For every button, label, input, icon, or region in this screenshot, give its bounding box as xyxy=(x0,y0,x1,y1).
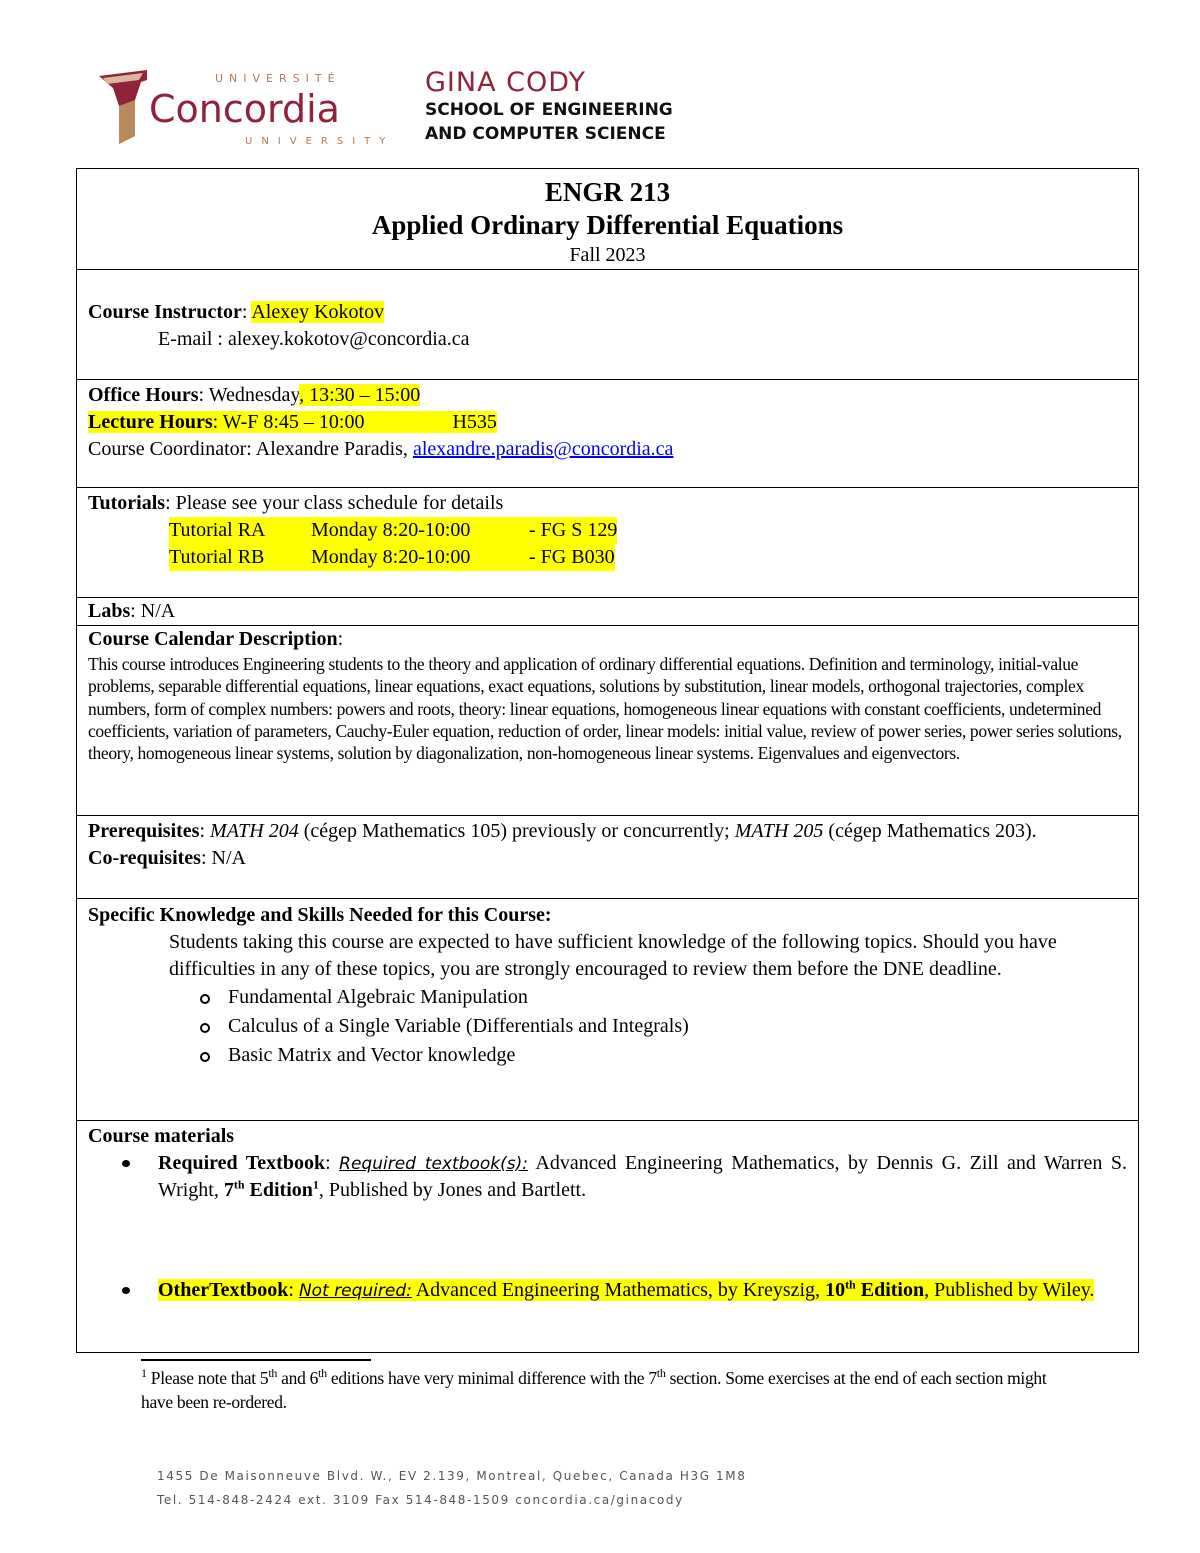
course-title: Applied Ordinary Differential Equations xyxy=(371,210,844,240)
tutorial-row xyxy=(88,544,1127,571)
prerequisites-section xyxy=(77,815,1138,898)
materials-section xyxy=(77,1120,1138,1352)
prereq-text-2: (cégep Mathematics 203). xyxy=(823,820,1037,842)
bullet-icon xyxy=(122,1287,130,1294)
footnote-ref: 1 xyxy=(312,1177,319,1192)
instructor-name: Alexey Kokotov xyxy=(251,301,385,323)
instructor-label: Course Instructor xyxy=(88,301,242,323)
tutorial-row xyxy=(88,517,1127,544)
circle-bullet-icon xyxy=(200,994,210,1004)
lecture-room: H535 xyxy=(452,411,497,433)
course-term: Fall 2023 xyxy=(569,244,646,266)
skills-label: Specific Knowledge and Skills Needed for this Course: xyxy=(88,904,552,926)
calendar-colon: : xyxy=(337,628,344,650)
tutorials-section xyxy=(77,487,1138,597)
required-colon: : xyxy=(325,1152,340,1174)
skills-section xyxy=(77,898,1138,1120)
prereq-text-1: (cégep Mathematics 105) previously or concurrently; xyxy=(298,820,735,842)
required-edition-word: Edition xyxy=(244,1179,313,1201)
skill-text: Fundamental Algebraic Manipulation xyxy=(228,986,528,1008)
circle-bullet-icon xyxy=(200,1052,210,1062)
letterhead xyxy=(95,62,715,154)
materials-label: Course materials xyxy=(88,1125,235,1147)
calendar-description-section xyxy=(77,625,1138,815)
bullet-icon xyxy=(122,1160,130,1167)
footnote-sup: th xyxy=(268,1366,278,1381)
labs-section xyxy=(77,597,1138,625)
svg-text:UNIVERSITY: UNIVERSITY xyxy=(245,136,395,147)
footnote-divider xyxy=(141,1359,371,1361)
hours-section xyxy=(77,379,1138,487)
calendar-label: Course Calendar Description xyxy=(88,628,338,650)
other-textbook-label: OtherTextbook xyxy=(158,1279,289,1301)
required-edition-sup: th xyxy=(233,1177,245,1192)
required-tag: Required textbook(s): xyxy=(339,1154,528,1174)
skill-text: Calculus of a Single Variable (Differentials and Integrals) xyxy=(228,1015,689,1037)
school-line-2: SCHOOL OF ENGINEERING xyxy=(425,100,673,120)
list-item xyxy=(200,1041,1127,1070)
footnote-text: and 6 xyxy=(277,1368,319,1388)
footnote-text: Please note that 5 xyxy=(146,1368,269,1388)
other-publisher: , Published by Wiley. xyxy=(924,1279,1095,1301)
calendar-description-text: This course introduces Engineering students to the theory and application of ordinary differential equations. Definition and terminology, initial-value problems, separable differential equations, linear equations, exact equations, solutions by substitution, linear models, orthogonal trajectories, complex numbers, form of complex numbers: powers and roots, theory: linear equations, homogeneous linear equations with constant coefficients, undetermined coefficients, variation of parameters, Cauchy-Euler equation, reduction of order, linear models: initial value, review of power series, power series solutions, theory, homogeneous linear systems, solution by diagonalization, non-homogeneous linear systems. Eigenvalues and eigenvectors. xyxy=(88,654,1122,764)
tutorials-note: : Please see your class schedule for details xyxy=(165,492,504,514)
footer-contact: Tel. 514-848-2424 ext. 3109 Fax 514-848-1509 concordia.ca/ginacody xyxy=(157,1493,684,1507)
footnote-sup: th xyxy=(656,1366,666,1381)
concordia-logo xyxy=(95,66,395,150)
school-name xyxy=(425,68,673,146)
coreq-label: Co-requisites xyxy=(88,847,201,869)
course-title-section xyxy=(77,169,1138,269)
list-item xyxy=(200,983,1127,1012)
page-footer xyxy=(157,1464,746,1512)
labs-label: Labs xyxy=(88,600,131,622)
other-tag: Not required: xyxy=(298,1281,412,1301)
office-hours-day: : Wednesday xyxy=(198,384,300,406)
coordinator-email-link[interactable]: alexandre.paradis@concordia.ca xyxy=(412,438,674,460)
required-publisher: , Published by Jones and Bartlett. xyxy=(318,1179,587,1201)
tutorial-room: - FG B030 xyxy=(529,546,615,568)
circle-bullet-icon xyxy=(200,1023,210,1033)
instructor-email[interactable]: alexey.kokotov@concordia.ca xyxy=(227,328,470,350)
skills-list xyxy=(88,983,1127,1070)
school-line-1: GINA CODY xyxy=(425,67,587,98)
other-edition-sup: th xyxy=(845,1277,856,1292)
tutorial-time: Monday 8:20-10:00 xyxy=(311,546,471,568)
lecture-hours-value: : W-F 8:45 – 10:00 xyxy=(212,411,365,433)
other-edition-word: Edition xyxy=(855,1279,925,1301)
prereq-course-2: MATH 205 xyxy=(734,820,824,842)
tutorial-time: Monday 8:20-10:00 xyxy=(311,519,471,541)
footnote xyxy=(141,1366,1061,1414)
footnote-text: section. Some exercises at the end of each section might have been re-ordered. xyxy=(141,1368,1047,1412)
office-hours-time: , 13:30 – 15:00 xyxy=(299,384,421,406)
other-textbook xyxy=(77,1277,1138,1304)
footnote-text: editions have very minimal difference with the 7 xyxy=(326,1368,657,1388)
prereq-colon: : xyxy=(199,820,211,842)
footnote-mark: 1 xyxy=(141,1366,147,1381)
prereq-course-1: MATH 204 xyxy=(210,820,299,842)
footer-address: 1455 De Maisonneuve Blvd. W., EV 2.139, Montreal, Quebec, Canada H3G 1M8 xyxy=(157,1469,747,1483)
footnote-sup: th xyxy=(318,1366,327,1381)
lecture-hours-label: Lecture Hours xyxy=(88,411,213,433)
required-edition-number: 7 xyxy=(223,1179,234,1201)
required-textbook-label: Required Textbook xyxy=(158,1152,326,1174)
other-colon: : xyxy=(288,1279,299,1301)
tutorials-label: Tutorials xyxy=(88,492,166,514)
instructor-section: Course Instructor: Alexey Kokotov E-mail : alexey.kokotov@concordia.ca xyxy=(77,269,1138,379)
svg-text:UNIVERSITÉ: UNIVERSITÉ xyxy=(215,72,341,85)
tutorial-room: - FG S 129 xyxy=(529,519,618,541)
prereq-label: Prerequisites xyxy=(88,820,200,842)
required-text: Advanced Engineering Mathematics, by Dennis G. Zill and Warren S. Wright, xyxy=(158,1152,1127,1201)
tutorial-name: Tutorial RA xyxy=(169,519,266,541)
school-line-3: AND COMPUTER SCIENCE xyxy=(425,124,666,144)
other-text: Advanced Engineering Mathematics, by Kreyszig, xyxy=(411,1279,826,1301)
coreq-value: : N/A xyxy=(200,847,246,869)
labs-value: : N/A xyxy=(130,600,176,622)
course-code: ENGR 213 xyxy=(544,177,671,207)
required-textbook xyxy=(77,1150,1138,1203)
course-outline-table xyxy=(76,168,1139,1353)
list-item xyxy=(200,1012,1127,1041)
skills-intro: Students taking this course are expected to have sufficient knowledge of the following topics. Should you have difficulties in any of these topics, you are strongly encouraged to review them before the DNE deadline. xyxy=(169,931,1057,980)
coordinator-label: Course Coordinator: Alexandre Paradis, xyxy=(88,438,413,460)
other-edition-number: 10 xyxy=(825,1279,846,1301)
skill-text: Basic Matrix and Vector knowledge xyxy=(228,1044,516,1066)
email-label: E-mail : xyxy=(158,328,228,350)
svg-text:Concordia: Concordia xyxy=(149,87,340,131)
tutorial-name: Tutorial RB xyxy=(169,546,265,568)
office-hours-label: Office Hours xyxy=(88,384,199,406)
